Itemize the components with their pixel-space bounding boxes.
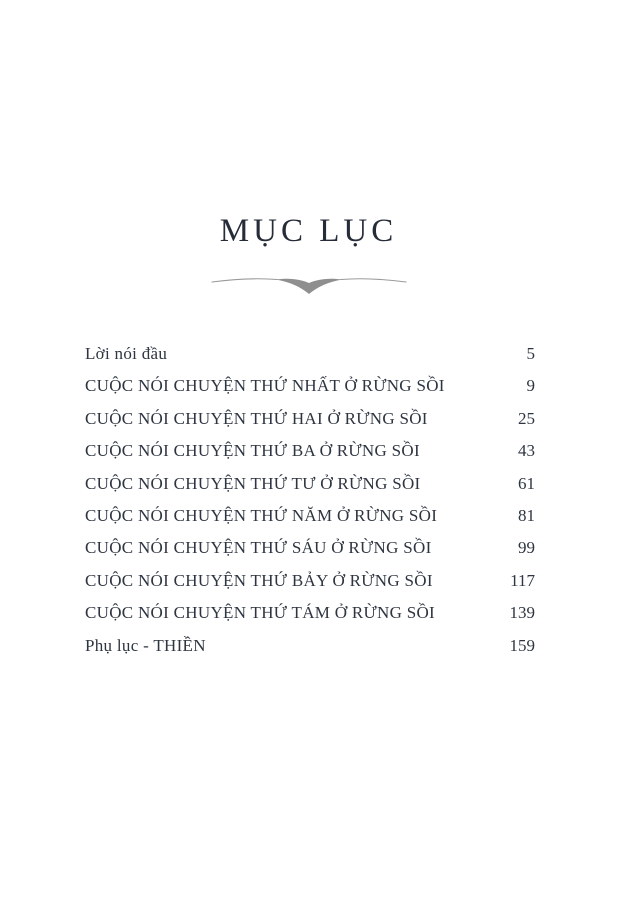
toc-entry-page-number: 81 bbox=[518, 505, 535, 525]
toc-row bbox=[85, 370, 535, 402]
toc-entry-page-number: 25 bbox=[518, 408, 535, 428]
toc-entry-page-number: 5 bbox=[526, 344, 535, 363]
toc-row bbox=[85, 403, 535, 435]
toc-entry-page-number: 99 bbox=[518, 538, 535, 558]
toc-entry-page-number: 159 bbox=[509, 635, 535, 655]
toc-entry-title: CUỘC NÓI CHUYỆN THỨ NHẤT Ở RỪNG SỒI bbox=[85, 376, 445, 396]
toc-entry-page-number: 139 bbox=[509, 603, 535, 623]
toc-row bbox=[85, 500, 535, 532]
toc-entry-page-number: 61 bbox=[518, 473, 535, 493]
toc-row bbox=[85, 468, 535, 500]
toc-entry-title: CUỘC NÓI CHUYỆN THỨ NĂM Ở RỪNG SỒI bbox=[85, 505, 438, 525]
toc-entry-page-number: 9 bbox=[526, 376, 535, 396]
toc-row bbox=[85, 435, 535, 467]
toc-entry-page-number: 43 bbox=[518, 441, 535, 461]
toc-entry-title: Phụ lục - THIỀN bbox=[85, 635, 206, 655]
page-title: MỤC LỤC bbox=[219, 213, 398, 249]
toc-entry-title: CUỘC NÓI CHUYỆN THỨ SÁU Ở RỪNG SỒI bbox=[85, 538, 432, 558]
divider-swash-icon bbox=[211, 270, 407, 298]
toc-entry-title: CUỘC NÓI CHUYỆN THỨ TƯ Ở RỪNG SỒI bbox=[85, 473, 421, 493]
toc-row bbox=[85, 532, 535, 564]
toc-row bbox=[85, 597, 535, 629]
toc-entry-title: CUỘC NÓI CHUYỆN THỨ BA Ở RỪNG SỒI bbox=[85, 441, 420, 461]
toc-entry-title: Lời nói đầu bbox=[85, 344, 168, 363]
toc-row bbox=[85, 565, 535, 597]
toc-list bbox=[85, 338, 535, 662]
toc-entry-title: CUỘC NÓI CHUYỆN THỨ HAI Ở RỪNG SỒI bbox=[85, 408, 428, 428]
toc-entry-title: CUỘC NÓI CHUYỆN THỨ TÁM Ở RỪNG SỒI bbox=[85, 603, 435, 623]
toc-row bbox=[85, 338, 535, 370]
toc-entry-title: CUỘC NÓI CHUYỆN THỨ BẢY Ở RỪNG SỒI bbox=[85, 570, 433, 590]
toc-entry-page-number: 117 bbox=[510, 570, 535, 590]
toc-row bbox=[85, 630, 535, 662]
